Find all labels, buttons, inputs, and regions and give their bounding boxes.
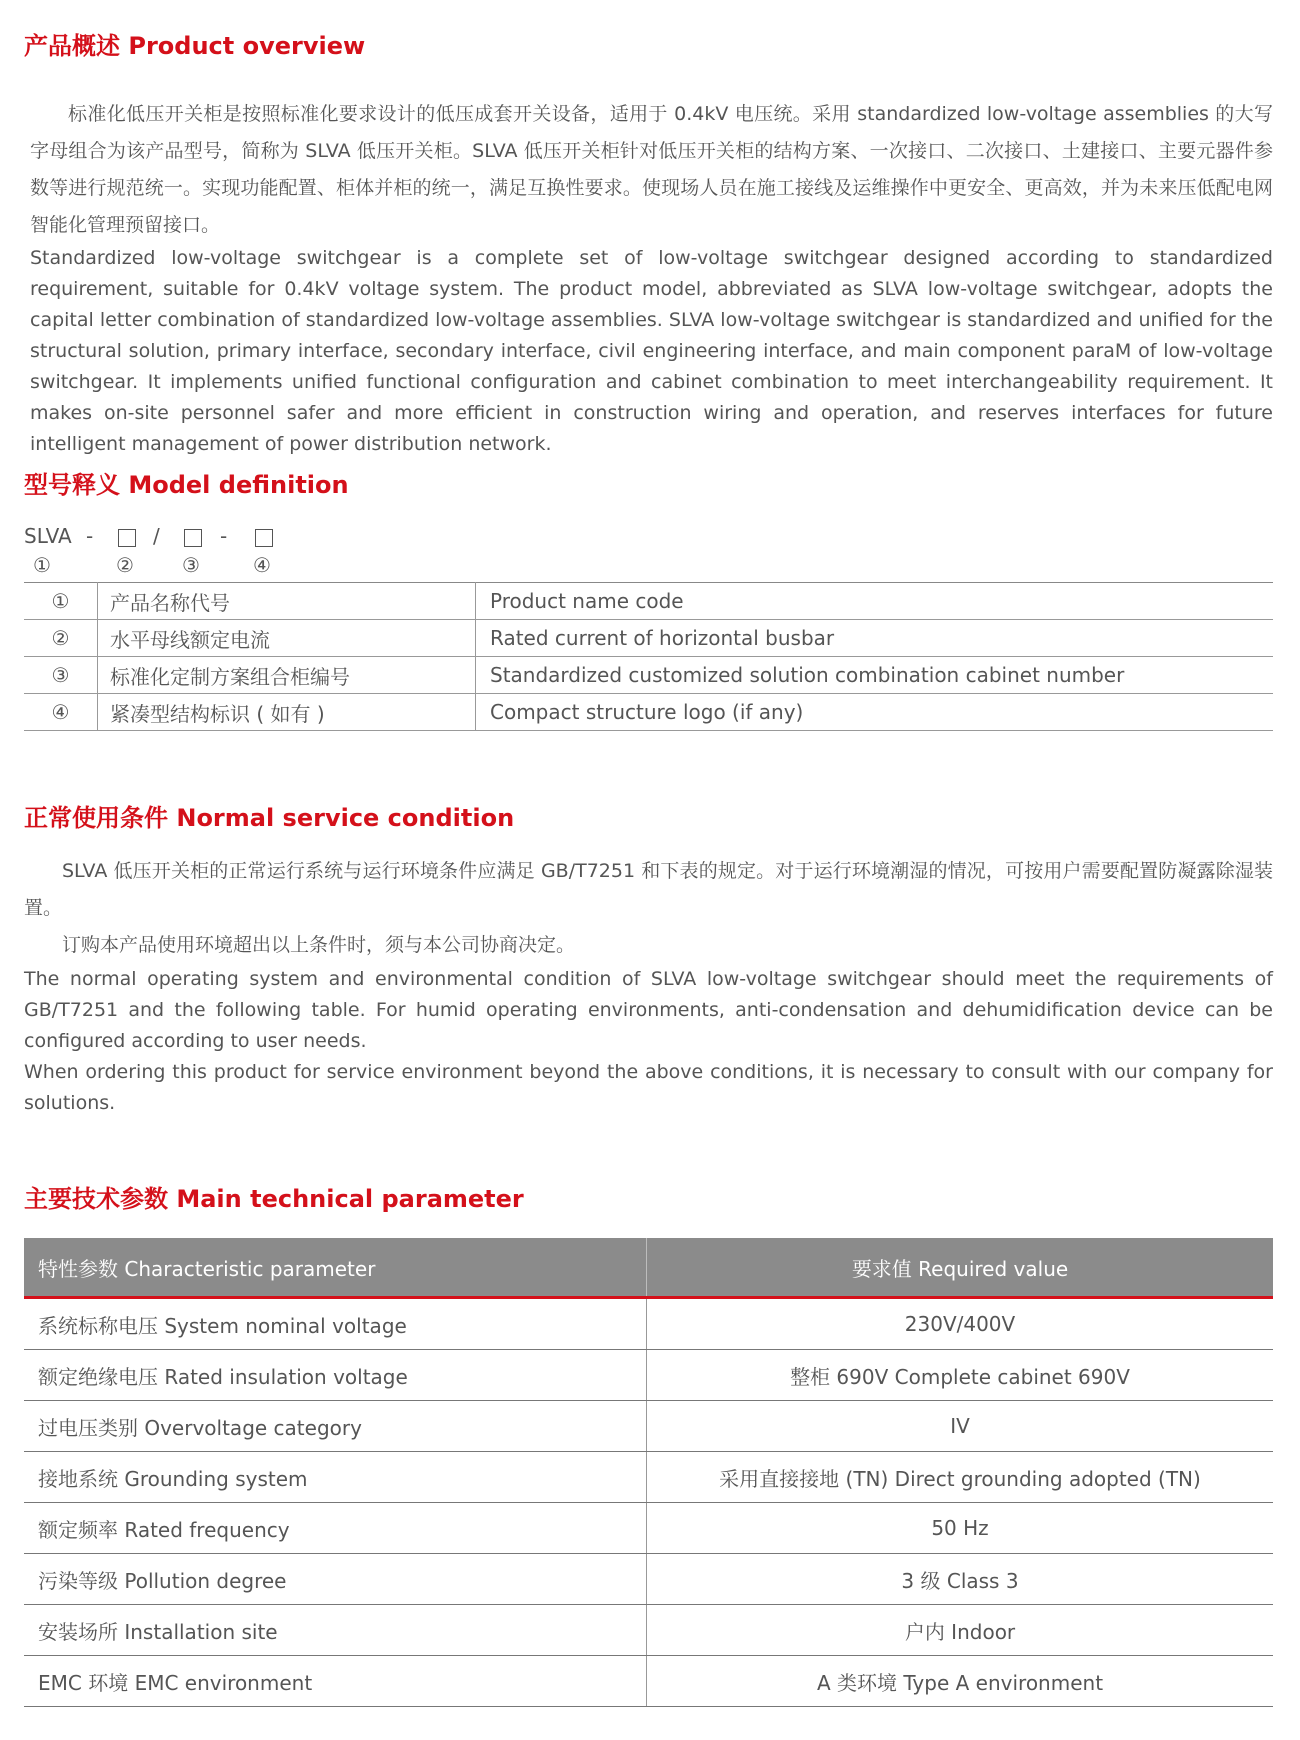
row-number: ① (24, 583, 98, 620)
service-title: 正常使用条件 Normal service condition (24, 804, 515, 832)
param-value: 户内 Indoor (647, 1605, 1274, 1656)
model-code-dash: - (86, 524, 94, 548)
params-title: 主要技术参数 Main technical parameter (24, 1185, 524, 1213)
overview-en-text: Standardized low-voltage switchgear is a complete set of low-voltage switchgear designed according to standardized requirement, suitable for 0.4kV voltage system. The product model, abbreviated as SLVA low-voltage switchgear, adopts the capital letter combination of standardized low-voltage assemblies. SLVA low-voltage switchgear is standardized and unified for the structural solution, primary interface, secondary interface, civil engineering interface, and main component paraM of low-voltage switchgear. It implements unified functional configuration and cabinet combination to meet interchangeability requirement. It makes on-site personnel safer and more efficient in construction wiring and operation, and reserves interfaces for future intelligent management of power distribution network. (30, 247, 1273, 455)
param-name: EMC 环境 EMC environment (24, 1656, 647, 1707)
model-code-box-3 (184, 528, 202, 552)
model-title: 型号释义 Model definition (24, 471, 349, 499)
param-name: 额定频率 Rated frequency (24, 1503, 647, 1554)
marker-1: ① (33, 553, 51, 577)
row-cn-label: 标准化定制方案组合柜编号 (98, 657, 476, 694)
table-row (24, 657, 1273, 694)
model-code-dash: - (220, 524, 228, 548)
marker-2: ② (116, 553, 134, 577)
table-row (24, 1605, 1273, 1656)
param-value: 整柜 690V Complete cabinet 690V (647, 1350, 1274, 1401)
param-value: 3 级 Class 3 (647, 1554, 1274, 1605)
table-row (24, 694, 1273, 731)
param-name: 额定绝缘电压 Rated insulation voltage (24, 1350, 647, 1401)
marker-4: ④ (253, 553, 271, 577)
row-number: ④ (24, 694, 98, 731)
row-number: ③ (24, 657, 98, 694)
overview-title: 产品概述 Product overview (24, 32, 366, 60)
table-header (24, 1238, 1273, 1298)
param-name: 系统标称电压 System nominal voltage (24, 1298, 647, 1350)
table-row (24, 1298, 1273, 1350)
table-row (24, 1503, 1273, 1554)
param-value: A 类环境 Type A environment (647, 1656, 1274, 1707)
table-row (24, 1401, 1273, 1452)
table-row (24, 620, 1273, 657)
table-row (24, 1452, 1273, 1503)
param-value: 50 Hz (647, 1503, 1274, 1554)
row-cn-label: 紧凑型结构标识 ( 如有 ) (98, 694, 476, 731)
param-name: 接地系统 Grounding system (24, 1452, 647, 1503)
param-value: IV (647, 1401, 1274, 1452)
param-name: 安装场所 Installation site (24, 1605, 647, 1656)
overview-cn-text: 标准化低压开关柜是按照标准化要求设计的低压成套开关设备，适用于 0.4kV 电压统。采用 standardized low-voltage assemblies 的大写字母组合为该产品型号，简称为 SLVA 低压开关柜。SLVA 低压开关柜针对低压开关柜的结构方案、一次接口、二次接口、土建接口、主要元器件参数等进行规范统一。实现功能配置、柜体并柜的统一，满足互换性要求。使现场人员在施工接线及运维操作中更安全、更高效，并为未来压低配电网智能化管理预留接口。 (30, 103, 1273, 236)
row-cn-label: 水平母线额定电流 (98, 620, 476, 657)
table-row (24, 1656, 1273, 1707)
model-code-slash: / (153, 524, 160, 548)
model-code-prefix: SLVA (24, 524, 72, 548)
service-cn-p2: 订购本产品使用环境超出以上条件时，须与本公司协商决定。 (62, 934, 576, 956)
service-en-p2: When ordering this product for service environment beyond the above conditions, it is necessary to consult with our company for solutions. (24, 1061, 1273, 1114)
row-en-label: Rated current of horizontal busbar (476, 620, 1274, 657)
table-row (24, 583, 1273, 620)
params-table (24, 1238, 1273, 1707)
header-value: 要求值 Required value (647, 1238, 1274, 1298)
param-value: 采用直接接地 (TN) Direct grounding adopted (TN) (647, 1452, 1274, 1503)
table-row (24, 1350, 1273, 1401)
param-name: 污染等级 Pollution degree (24, 1554, 647, 1605)
row-en-label: Compact structure logo (if any) (476, 694, 1274, 731)
row-en-label: Product name code (476, 583, 1274, 620)
model-table (24, 582, 1273, 731)
row-en-label: Standardized customized solution combination cabinet number (476, 657, 1274, 694)
header-parameter: 特性参数 Characteristic parameter (24, 1238, 647, 1298)
row-number: ② (24, 620, 98, 657)
param-value: 230V/400V (647, 1298, 1274, 1350)
service-cn-p1: SLVA 低压开关柜的正常运行系统与运行环境条件应满足 GB/T7251 和下表的规定。对于运行环境潮湿的情况，可按用户需要配置防凝露除湿装置。 (24, 860, 1273, 919)
service-en-p1: The normal operating system and environmental condition of SLVA low-voltage switchgear should meet the requirements of GB/T7251 and the following table. For humid operating environments, anti-condensation and dehumidification device can be configured according to user needs. (24, 968, 1273, 1052)
model-code-box-2 (118, 528, 136, 552)
model-code-box-4 (255, 528, 273, 552)
table-row (24, 1554, 1273, 1605)
row-cn-label: 产品名称代号 (98, 583, 476, 620)
param-name: 过电压类别 Overvoltage category (24, 1401, 647, 1452)
marker-3: ③ (182, 553, 200, 577)
